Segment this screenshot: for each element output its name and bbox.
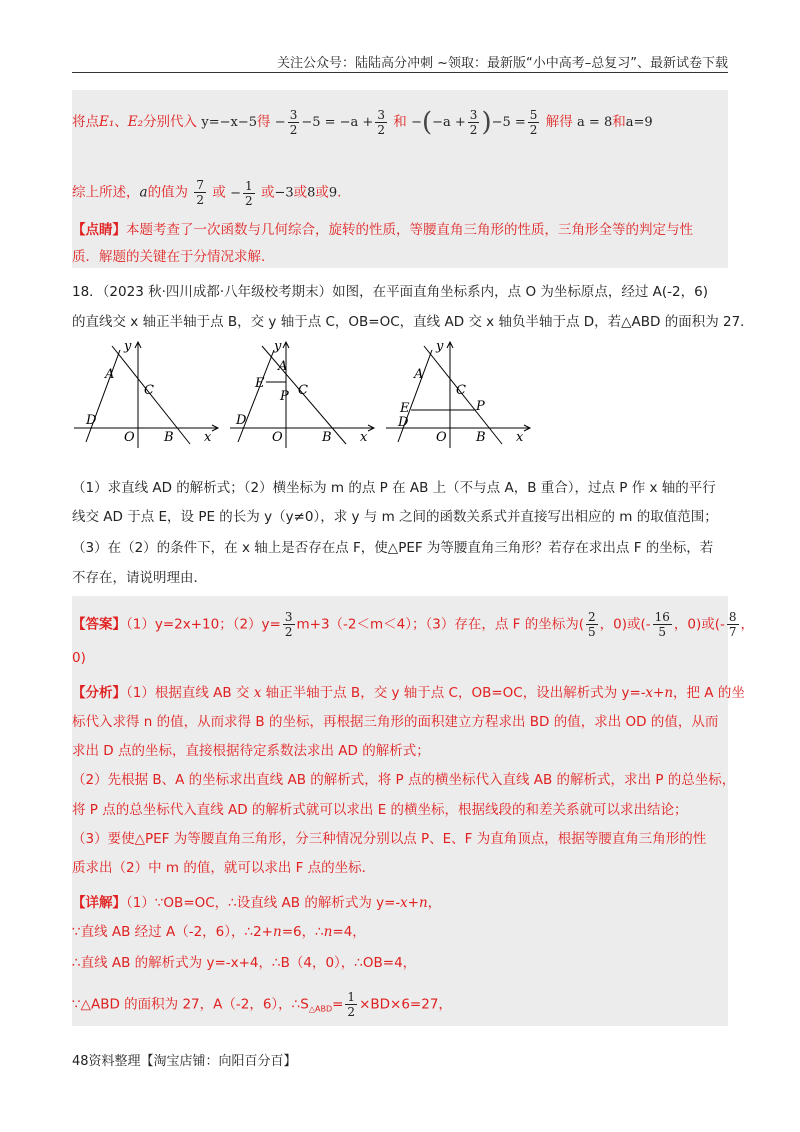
label-C: C — [144, 383, 154, 398]
label-x: x — [516, 430, 524, 445]
text: ∵直线 AB 经过 A（-2，6），∴2+ — [72, 924, 273, 940]
text: （1）y=2x+10；（2）y= — [126, 616, 281, 633]
q18-line-2: 的直线交 x 轴正半轴于点 B，交 y 轴于点 C，OB=OC，直线 AD 交 x 轴负半轴于点 D，若△ABD 的面积为 27． — [72, 314, 754, 330]
point-e1: E₁ — [99, 114, 115, 130]
figure-2 — [228, 338, 378, 450]
label-y: y — [274, 339, 282, 354]
page-number: 48 — [72, 1054, 89, 1069]
text: 将点 — [72, 114, 99, 130]
analysis-line-1 — [72, 683, 745, 703]
text: 综上所述， — [72, 184, 140, 201]
text: . — [337, 184, 342, 201]
answer-line-2: 0) — [72, 650, 86, 666]
fraction: $\frac{1}{2}$ — [347, 990, 356, 1019]
prev-substitution-line: 将点E₁、E₂分别代入 y=−x−5得 − $\frac{3}{2}$ −5 = −a + $\frac{3}{2}$ 和 −(−a + $\frac{3}{2}$ )−5 = $\frac{5}{2}$ 解得 a = 8和a=9 — [72, 107, 653, 138]
dianjing-line-1 — [72, 220, 728, 240]
text: x — [253, 685, 262, 701]
label-E: E — [255, 376, 265, 391]
text: 本题考查了一次函数与几何综合，旋转的性质，等腰直角三角形的性质，三角形全等的判定与性 — [126, 222, 693, 238]
point-e2: E₂ — [127, 114, 144, 130]
text: （1）根据直线 AB 交 — [126, 685, 254, 701]
value: 8 — [307, 185, 316, 201]
label-C: C — [298, 383, 308, 398]
text: -x+n — [395, 895, 428, 911]
text: ×BD×6=27， — [359, 996, 452, 1013]
answer-label: 【答案】 — [72, 616, 126, 633]
fraction: $\frac{7}{2}$ — [196, 178, 204, 207]
header-rule — [72, 72, 728, 73]
detail-label: 【详解】 — [72, 895, 126, 911]
solution-a8: a = 8 — [577, 115, 613, 130]
text: ，0)或(- — [673, 616, 725, 633]
fraction: $\frac{16}{5}$ — [654, 610, 670, 639]
prev-summary-line: 综上所述，a的值为 $\frac{7}{2}$ 或 − $\frac{1}{2}$ 或−3或8或9. — [72, 178, 342, 208]
analysis-line-4: （2）先根据 B、A 的坐标求出直线 AB 的解析式，将 P 点的横坐标代入直线 AB 的解析式，求出 P 的总坐标， — [72, 772, 736, 788]
text: n — [272, 924, 282, 940]
fraction: $\frac{8}{7}$ — [728, 610, 737, 639]
detail-line-2 — [72, 922, 728, 942]
analysis-line-7: 质求出（2）中 m 的值，就可以求出 F 点的坐标． — [72, 860, 376, 876]
footer-text: 资料整理【淘宝店铺：向阳百分百】 — [88, 1054, 297, 1069]
equation-part: −5 = — [491, 115, 526, 130]
equation-part: −5 = −a + — [301, 115, 374, 130]
text: = — [332, 996, 344, 1013]
text: 轴正半轴于点 B，交 y 轴于点 C，OB=OC，设出解析式为 y= — [261, 685, 641, 701]
fraction: $\frac{5}{2}$ — [529, 108, 538, 137]
dianjing-line-2: 质．解题的关键在于分情况求解． — [72, 249, 275, 265]
label-B: B — [164, 430, 174, 445]
text: 或 — [293, 184, 308, 201]
page-header: 关注公众号：陆陆高分冲刺 ~领取：最新版“小中高考–总复习”、最新试卷下载 — [277, 56, 728, 71]
label-O: O — [124, 430, 135, 445]
label-A: A — [414, 367, 424, 382]
text: 解得 — [545, 114, 573, 130]
text: ， — [427, 895, 442, 911]
fraction: $\frac{3}{2}$ — [284, 610, 293, 639]
label-D: D — [398, 415, 409, 430]
text: 分别代入 — [143, 114, 198, 130]
line-equation: y=−x−5 — [201, 115, 257, 130]
text: ，0)或(- — [599, 616, 651, 633]
label-y: y — [436, 339, 444, 354]
equation-part: −a + — [432, 115, 466, 130]
q18-part1-line-a: （1）求直线 AD 的解析式；（2）横坐标为 m 的点 P 在 AB 上（不与点 A，B 重合），过点 P 作 x 轴的平行 — [72, 480, 716, 496]
text: 或 — [212, 184, 226, 201]
fraction: $\frac{1}{2}$ — [245, 178, 253, 208]
variable-a: a — [139, 184, 148, 201]
fraction: $\frac{3}{2}$ — [469, 108, 478, 137]
label-A: A — [105, 367, 115, 382]
analysis-label: 【分析】 — [72, 685, 126, 701]
text: 的值为 — [147, 184, 189, 201]
text: （1）∵OB=OC，∴设直线 AB 的解析式为 y= — [126, 895, 396, 911]
analysis-line-5: 将 P 点的总坐标代入直线 AD 的解析式就可以求出 E 的横坐标，根据线段的和差关系就可以求出结论； — [72, 802, 688, 818]
fraction: $\frac{2}{5}$ — [587, 610, 596, 639]
label-D: D — [86, 413, 97, 428]
fraction: $\frac{3}{2}$ — [377, 108, 385, 137]
label-C: C — [456, 383, 466, 398]
label-D: D — [236, 413, 247, 428]
text: =6，∴ — [281, 924, 324, 940]
dianjing-label: 【点睛】 — [72, 222, 126, 238]
label-O: O — [436, 430, 447, 445]
text: n — [323, 924, 333, 940]
analysis-line-3: 求出 D 点的坐标，直接根据待定系数法求出 AD 的解析式； — [72, 743, 430, 759]
subscript: △ABD — [308, 1004, 333, 1014]
label-O: O — [272, 430, 283, 445]
text: m+3（-2＜m＜4）；（3）存在，点 F 的坐标为( — [296, 616, 584, 633]
text: 和 — [393, 114, 407, 130]
detail-line-1 — [72, 893, 728, 913]
value: 9 — [328, 185, 338, 201]
detail-line-4 — [72, 990, 728, 1020]
q18-part3-line-b: 不存在，请说明理由． — [72, 570, 207, 586]
text: 和 — [612, 114, 626, 130]
text: 或 — [260, 184, 275, 201]
analysis-line-2: 标代入求得 n 的值，从而求得 B 的坐标，再根据三角形的面积建立方程求出 BD 的值，求出 OD 的值，从而 — [72, 714, 719, 730]
label-E: E — [400, 401, 410, 416]
text: ∵△ABD 的面积为 27，A（-2，6），∴S — [72, 996, 309, 1013]
figure-3 — [384, 338, 534, 450]
label-A: A — [278, 359, 288, 374]
value: −3 — [274, 185, 294, 201]
label-B: B — [322, 430, 332, 445]
answer-line — [72, 610, 755, 639]
label-y: y — [124, 339, 132, 354]
q18-line-1: 18．（2023 秋·四川成都·八年级校考期末）如图，在平面直角坐标系内，点 O 为坐标原点，经过 A(-2，6) — [72, 284, 708, 300]
figure-1 — [72, 338, 222, 450]
text: ， — [740, 616, 755, 633]
analysis-line-6: （3）要使△PEF 为等腰直角三角形，分三种情况分别以点 P、E、F 为直角顶点，根据等腰直角三角形的性 — [72, 831, 707, 847]
solution-a9: a=9 — [625, 115, 653, 130]
text: 或 — [315, 184, 329, 201]
q18-part1-line-b: 线交 AD 于点 E，设 PE 的长为 y（y≠0），求 y 与 m 之间的函数关系式并直接写出相应的 m 的取值范围； — [72, 509, 718, 525]
text: -x+n — [640, 685, 674, 701]
label-B: B — [476, 430, 486, 445]
text: 得 — [256, 114, 271, 130]
detail-line-3: ∴直线 AB 的解析式为 y=-x+4，∴B（4，0），∴OB=4， — [72, 955, 417, 971]
page-footer — [72, 1050, 297, 1069]
text: =4， — [332, 924, 366, 940]
fraction: $\frac{3}{2}$ — [289, 108, 298, 137]
label-P: P — [476, 399, 485, 414]
q18-part3-line-a: （3）在（2）的条件下，在 x 轴上是否存在点 F，使△PEF 为等腰直角三角形？若存在求出点 F 的坐标，若 — [72, 540, 714, 556]
label-x: x — [360, 430, 368, 445]
label-P: P — [280, 389, 289, 404]
text: ，把 A 的坐 — [673, 685, 745, 701]
text: 、 — [114, 114, 128, 130]
label-x: x — [204, 430, 212, 445]
